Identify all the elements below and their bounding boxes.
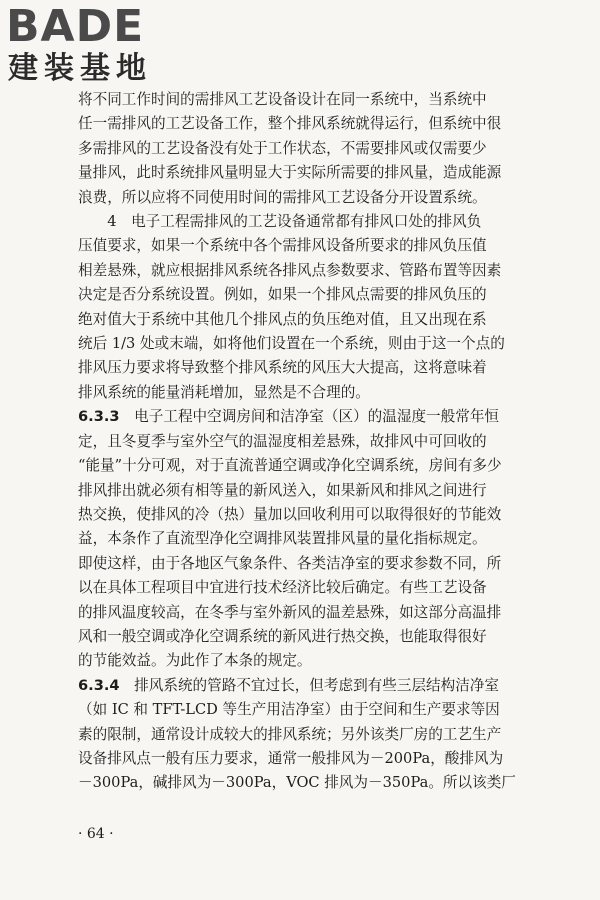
text-line: （如 IC 和 TFT-LCD 等生产用洁净室）由于空间和生产要求等因 — [78, 701, 500, 719]
bade-logo — [6, 2, 186, 86]
text-line: 决定是否分系统设置。例如，如果一个排风点需要的排风负压的 — [78, 286, 487, 304]
section-number: 6.3.4 — [78, 676, 120, 694]
text-line: 量排风，此时系统排风量明显大于实际所需要的排风量，造成能源 — [78, 164, 502, 182]
text-line: 热交换，使排风的冷（热）量加以回收利用可以取得很好的节能效 — [78, 505, 502, 523]
text-line: 素的限制，通常设计成较大的排风系统；另外该类厂房的工艺生产 — [78, 725, 502, 743]
section-6-3-4-line: 6.3.4 排风系统的管路不宜过长，但考虑到有些三层结构洁净室 — [78, 676, 500, 694]
text-line: －300Pa，碱排风为－300Pa，VOC 排风为－350Pa。所以该类厂 — [78, 774, 516, 792]
page-number: · 64 · — [78, 826, 114, 842]
text-line: 定，且冬夏季与室外空气的温湿度相差悬殊，故排风中可回收的 — [78, 432, 487, 450]
text-line: “能量”十分可观，对于直流普通空调或净化空调系统，房间有多少 — [78, 457, 502, 475]
text-line: 浪费，所以应将不同使用时间的需排风工艺设备分开设置系统。 — [78, 188, 487, 206]
logo-chinese-text: 建装基地 — [8, 51, 152, 86]
text-line: 排风压力要求将导致整个排风系统的风压大大提高，这将意味着 — [78, 359, 487, 377]
text-line: 益，本条作了直流型净化空调排风装置排风量的量化指标规定。 — [78, 530, 487, 548]
text-line: 压值要求，如果一个系统中各个需排风设备所要求的排风负压值 — [78, 237, 487, 255]
section-number: 6.3.3 — [78, 408, 120, 426]
text-line: 多需排风的工艺设备没有处于工作状态，不需要排风或仅需要少 — [78, 139, 487, 157]
text-line: 4 电子工程需排风的工艺设备通常都有排风口处的排风负 — [78, 213, 482, 231]
text-line: 统后 1/3 处或末端，如将他们设置在一个系统，则由于这一个点的 — [78, 335, 505, 353]
logo-wordmark: BADE — [6, 1, 145, 52]
text-line: 风和一般空调或净化空调系统的新风进行热交换，也能取得很好 — [78, 627, 487, 645]
text-line: 将不同工作时间的需排风工艺设备设计在同一系统中，当系统中 — [78, 91, 487, 108]
text-line: 即使这样，由于各地区气象条件、各类洁净室的要求参数不同，所 — [78, 554, 502, 572]
text-line: 设备排风点一般有压力要求，通常一般排风为－200Pa，酸排风为 — [78, 749, 504, 767]
text-line: 相差悬殊，就应根据排风系统各排风点参数要求、管路布置等因素 — [78, 261, 502, 279]
text-line: 排风系统的能量消耗增加，显然是不合理的。 — [78, 383, 370, 401]
text-line: 绝对值大于系统中其他几个排风点的负压绝对值，且又出现在系 — [78, 310, 487, 328]
text-line: 以在具体工程项目中宜进行技术经济比较后确定。有些工艺设备 — [78, 579, 487, 597]
text-line: 的节能效益。为此作了本条的规定。 — [78, 652, 312, 670]
document-body — [78, 88, 558, 796]
text-line: 的排风温度较高，在冬季与室外新风的温差悬殊，如这部分高温排 — [78, 603, 502, 621]
text-line: 任一需排风的工艺设备工作，整个排风系统就得运行，但系统中很 — [78, 115, 502, 133]
text-line: 排风排出就必须有相等量的新风送入，如果新风和排风之间进行 — [78, 481, 487, 499]
section-6-3-3-line: 6.3.3 电子工程中空调房间和洁净室（区）的温湿度一般常年恒 — [78, 408, 500, 426]
